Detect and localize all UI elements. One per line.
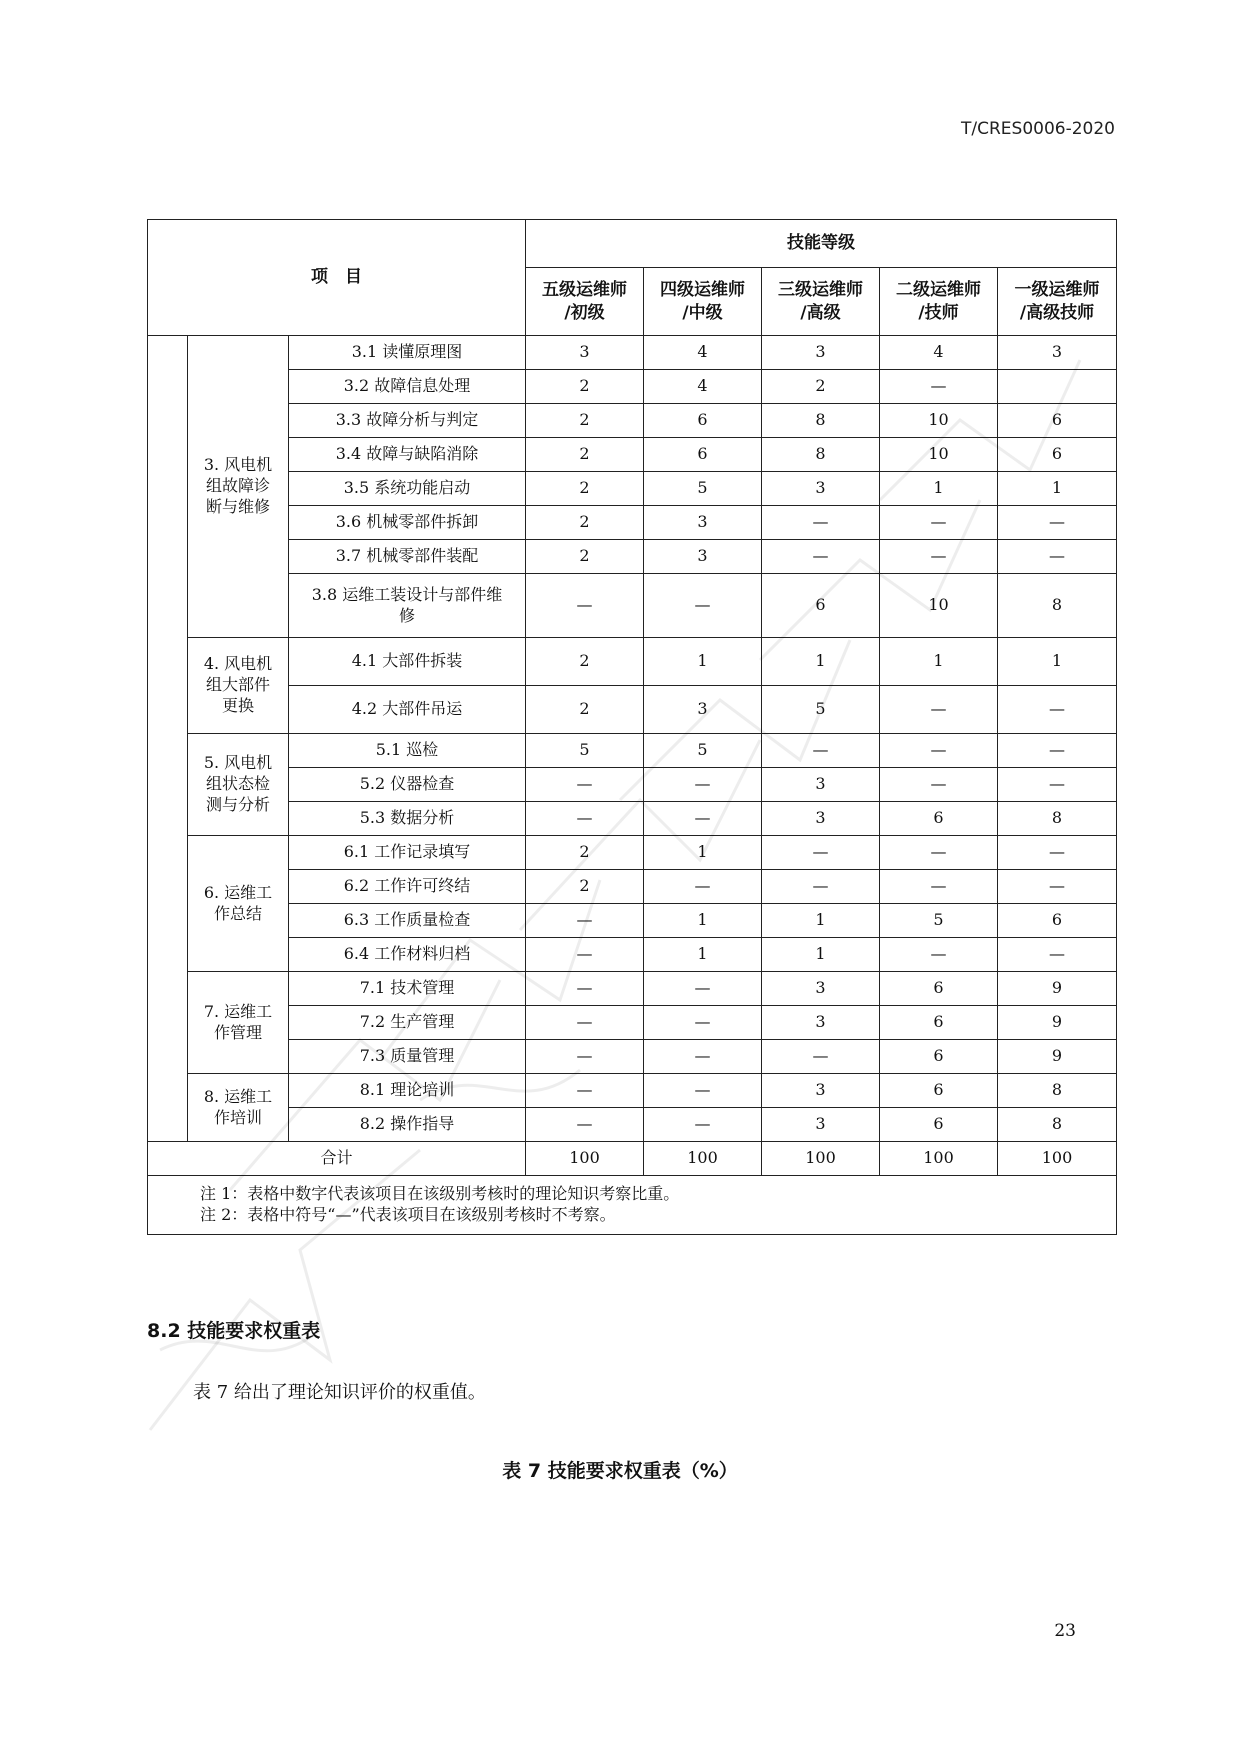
value-cell: 5 <box>880 904 998 938</box>
value-cell: — <box>526 1006 644 1040</box>
table-row <box>148 686 1117 734</box>
value-cell: 2 <box>526 404 644 438</box>
item-cell: 3.6 机械零部件拆卸 <box>289 506 526 540</box>
value-cell: — <box>644 1040 762 1074</box>
value-cell: 3 <box>762 472 880 506</box>
group-cell: 8. 运维工作培训 <box>188 1074 289 1142</box>
weight-table <box>147 219 1117 1235</box>
value-cell: — <box>644 1006 762 1040</box>
value-cell: 1 <box>762 938 880 972</box>
value-cell: 1 <box>762 904 880 938</box>
group-cell: 5. 风电机组状态检测与分析 <box>188 734 289 836</box>
table-row <box>148 574 1117 638</box>
value-cell: 3 <box>762 802 880 836</box>
value-cell: 1 <box>644 638 762 686</box>
value-cell: 10 <box>880 574 998 638</box>
value-cell: — <box>998 870 1117 904</box>
item-cell: 7.3 质量管理 <box>289 1040 526 1074</box>
value-cell: 1 <box>880 472 998 506</box>
value-cell: 3 <box>526 336 644 370</box>
value-cell: 9 <box>998 1040 1117 1074</box>
value-cell: — <box>998 506 1117 540</box>
value-cell: 1 <box>880 638 998 686</box>
value-cell: 1 <box>644 938 762 972</box>
table-header-row <box>148 220 1117 268</box>
value-cell: 10 <box>880 404 998 438</box>
total-label: 合计 <box>148 1142 526 1176</box>
value-cell: 6 <box>880 972 998 1006</box>
item-cell: 3.8 运维工装设计与部件维修 <box>289 574 526 638</box>
value-cell: 6 <box>644 438 762 472</box>
value-cell: 2 <box>526 370 644 404</box>
table-row <box>148 870 1117 904</box>
item-cell: 4.1 大部件拆装 <box>289 638 526 686</box>
left-margin-cell <box>148 336 188 1142</box>
value-cell: 3 <box>998 336 1117 370</box>
notes-cell <box>148 1176 1117 1235</box>
value-cell: — <box>644 1074 762 1108</box>
value-cell: 2 <box>526 836 644 870</box>
value-cell: — <box>880 734 998 768</box>
table-caption: 表 7 技能要求权重表（%） <box>502 1460 738 1482</box>
group-cell: 7. 运维工作管理 <box>188 972 289 1074</box>
group-cell: 3. 风电机组故障诊断与维修 <box>188 336 289 638</box>
item-cell: 6.2 工作许可终结 <box>289 870 526 904</box>
value-cell: — <box>526 1040 644 1074</box>
item-cell: 3.5 系统功能启动 <box>289 472 526 506</box>
value-cell: 6 <box>880 802 998 836</box>
value-cell: — <box>880 768 998 802</box>
value-cell: 3 <box>644 686 762 734</box>
value-cell: 3 <box>762 1108 880 1142</box>
table-row <box>148 336 1117 370</box>
value-cell: 2 <box>526 638 644 686</box>
level-header: 一级运维师 /高级技师 <box>998 268 1117 336</box>
table-row <box>148 1108 1117 1142</box>
value-cell: 6 <box>998 904 1117 938</box>
value-cell: 2 <box>762 370 880 404</box>
item-cell: 5.2 仪器检查 <box>289 768 526 802</box>
value-cell: 6 <box>644 404 762 438</box>
value-cell: 1 <box>644 836 762 870</box>
value-cell: 1 <box>998 638 1117 686</box>
total-value: 100 <box>762 1142 880 1176</box>
level-header: 二级运维师 /技师 <box>880 268 998 336</box>
total-value: 100 <box>526 1142 644 1176</box>
table-row <box>148 768 1117 802</box>
value-cell: 8 <box>762 438 880 472</box>
value-cell: — <box>762 540 880 574</box>
table-row <box>148 472 1117 506</box>
value-cell: — <box>998 938 1117 972</box>
value-cell: 4 <box>644 370 762 404</box>
item-cell: 4.2 大部件吊运 <box>289 686 526 734</box>
body-paragraph: 表 7 给出了理论知识评价的权重值。 <box>193 1382 486 1403</box>
value-cell: 2 <box>526 870 644 904</box>
value-cell: 10 <box>880 438 998 472</box>
value-cell: 9 <box>998 1006 1117 1040</box>
item-cell: 8.2 操作指导 <box>289 1108 526 1142</box>
value-cell: — <box>762 506 880 540</box>
item-cell: 6.1 工作记录填写 <box>289 836 526 870</box>
value-cell: 5 <box>762 686 880 734</box>
value-cell: 1 <box>644 904 762 938</box>
value-cell: — <box>880 370 998 404</box>
total-row <box>148 1142 1117 1176</box>
value-cell: — <box>644 802 762 836</box>
item-cell: 7.1 技术管理 <box>289 972 526 1006</box>
value-cell: — <box>526 802 644 836</box>
value-cell: 3 <box>762 768 880 802</box>
value-cell: 5 <box>644 472 762 506</box>
skill-level-header: 技能等级 <box>526 220 1117 268</box>
item-cell: 3.7 机械零部件装配 <box>289 540 526 574</box>
value-cell: 5 <box>644 734 762 768</box>
value-cell: — <box>998 540 1117 574</box>
value-cell: 8 <box>998 802 1117 836</box>
item-cell: 7.2 生产管理 <box>289 1006 526 1040</box>
value-cell: — <box>644 768 762 802</box>
table-row <box>148 506 1117 540</box>
item-cell: 6.4 工作材料归档 <box>289 938 526 972</box>
value-cell: — <box>526 904 644 938</box>
value-cell: 3 <box>644 540 762 574</box>
value-cell: — <box>998 836 1117 870</box>
table-row <box>148 1006 1117 1040</box>
value-cell: — <box>880 506 998 540</box>
value-cell: — <box>644 574 762 638</box>
value-cell: 3 <box>762 1006 880 1040</box>
value-cell: 8 <box>998 574 1117 638</box>
value-cell: 6 <box>998 404 1117 438</box>
value-cell: 3 <box>762 336 880 370</box>
table-row <box>148 1040 1117 1074</box>
value-cell: 1 <box>762 638 880 686</box>
value-cell: — <box>526 768 644 802</box>
group-cell: 4. 风电机组大部件更换 <box>188 638 289 734</box>
level-header: 五级运维师 /初级 <box>526 268 644 336</box>
value-cell: 4 <box>880 336 998 370</box>
value-cell: 8 <box>998 1074 1117 1108</box>
note-1: 注 1：表格中数字代表该项目在该级别考核时的理论知识考察比重。 <box>200 1184 680 1203</box>
item-header: 项 目 <box>148 220 526 336</box>
value-cell: 6 <box>880 1074 998 1108</box>
section-heading: 8.2 技能要求权重表 <box>147 1320 321 1342</box>
value-cell: — <box>644 972 762 1006</box>
value-cell: — <box>644 870 762 904</box>
table-row <box>148 734 1117 768</box>
document-code: T/CRES0006-2020 <box>961 119 1115 139</box>
item-cell: 3.4 故障与缺陷消除 <box>289 438 526 472</box>
value-cell: 6 <box>880 1006 998 1040</box>
value-cell: 2 <box>526 506 644 540</box>
value-cell: — <box>998 686 1117 734</box>
value-cell: — <box>762 836 880 870</box>
value-cell: — <box>644 1108 762 1142</box>
value-cell: 6 <box>880 1108 998 1142</box>
note-2: 注 2：表格中符号“—”代表该项目在该级别考核时不考察。 <box>200 1204 616 1224</box>
item-cell: 8.1 理论培训 <box>289 1074 526 1108</box>
table-row <box>148 404 1117 438</box>
total-value: 100 <box>644 1142 762 1176</box>
value-cell: — <box>526 938 644 972</box>
value-cell: 9 <box>998 972 1117 1006</box>
value-cell: 2 <box>526 540 644 574</box>
table-row <box>148 938 1117 972</box>
table-row <box>148 904 1117 938</box>
total-value: 100 <box>998 1142 1117 1176</box>
table-row <box>148 836 1117 870</box>
value-cell: — <box>526 1074 644 1108</box>
item-cell: 5.3 数据分析 <box>289 802 526 836</box>
item-cell: 3.1 读懂原理图 <box>289 336 526 370</box>
item-cell: 3.2 故障信息处理 <box>289 370 526 404</box>
value-cell: 6 <box>998 438 1117 472</box>
value-cell: 8 <box>998 1108 1117 1142</box>
value-cell: 2 <box>526 472 644 506</box>
value-cell: 4 <box>644 336 762 370</box>
value-cell: 2 <box>526 686 644 734</box>
table-row <box>148 438 1117 472</box>
level-header: 四级运维师 /中级 <box>644 268 762 336</box>
value-cell: — <box>762 734 880 768</box>
table-row <box>148 1074 1117 1108</box>
value-cell: 2 <box>526 438 644 472</box>
table-row <box>148 802 1117 836</box>
item-cell: 3.3 故障分析与判定 <box>289 404 526 438</box>
table-row <box>148 370 1117 404</box>
value-cell: — <box>526 972 644 1006</box>
value-cell: — <box>526 1108 644 1142</box>
value-cell: — <box>762 870 880 904</box>
value-cell <box>998 370 1117 404</box>
value-cell: — <box>526 574 644 638</box>
table-row <box>148 540 1117 574</box>
value-cell: — <box>880 686 998 734</box>
level-header: 三级运维师 /高级 <box>762 268 880 336</box>
value-cell: — <box>880 870 998 904</box>
value-cell: — <box>880 836 998 870</box>
page-number: 23 <box>1054 1621 1076 1641</box>
table-row <box>148 972 1117 1006</box>
notes-row <box>148 1176 1117 1235</box>
value-cell: 3 <box>644 506 762 540</box>
value-cell: 5 <box>526 734 644 768</box>
value-cell: — <box>998 734 1117 768</box>
total-value: 100 <box>880 1142 998 1176</box>
value-cell: — <box>762 1040 880 1074</box>
table-row <box>148 638 1117 686</box>
value-cell: 6 <box>762 574 880 638</box>
item-cell: 6.3 工作质量检查 <box>289 904 526 938</box>
value-cell: 8 <box>762 404 880 438</box>
value-cell: — <box>880 938 998 972</box>
item-cell: 5.1 巡检 <box>289 734 526 768</box>
value-cell: 1 <box>998 472 1117 506</box>
value-cell: — <box>998 768 1117 802</box>
group-cell: 6. 运维工作总结 <box>188 836 289 972</box>
value-cell: 3 <box>762 1074 880 1108</box>
value-cell: 6 <box>880 1040 998 1074</box>
value-cell: — <box>880 540 998 574</box>
value-cell: 3 <box>762 972 880 1006</box>
